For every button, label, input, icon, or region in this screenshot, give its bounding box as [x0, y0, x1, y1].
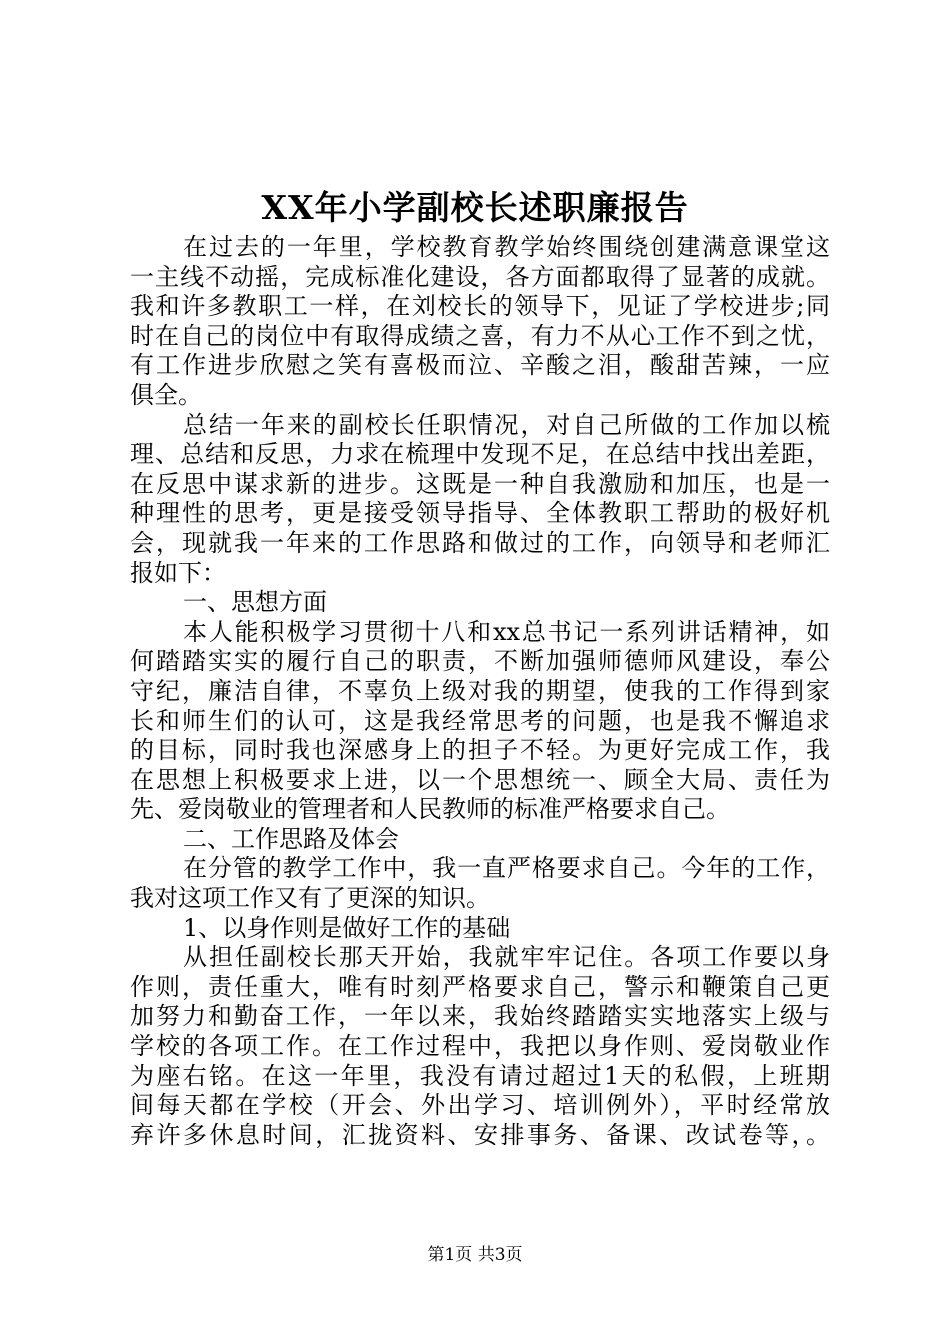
body-line: 会，现就我一年来的工作思路和做过的工作，向领导和老师汇 [130, 528, 830, 557]
body-line: 总结一年来的副校长任职情况，对自己所做的工作加以梳 [183, 410, 830, 439]
body-line: 理、总结和反思，力求在梳理中发现不足，在总结中找出差距， [130, 440, 830, 469]
body-line: 在思想上积极要求上进，以一个思想统一、顾全大局、责任为 [130, 765, 830, 794]
body-line: 在反思中谋求新的进步。这既是一种自我激励和加压，也是一 [130, 469, 830, 498]
body-line: 长和师生们的认可，这是我经常思考的问题，也是我不懈追求 [130, 706, 830, 735]
body-line: 作则，责任重大，唯有时刻严格要求自己，警示和鞭策自己更 [130, 972, 830, 1001]
document-title: XX年小学副校长述职廉报告 [261, 188, 689, 227]
body-line: 报如下： [130, 558, 226, 587]
body-line: 的目标，同时我也深感身上的担子不轻。为更好完成工作，我 [130, 736, 830, 765]
body-line: 何踏踏实实的履行自己的职责，不断加强师德师风建设，奉公 [130, 647, 830, 676]
page-number: 第1页 共3页 [427, 1245, 523, 1265]
subsection-heading: 1、以身作则是做好工作的基础 [183, 913, 511, 942]
body-line: 在过去的一年里，学校教育教学始终围绕创建满意课堂这 [183, 233, 830, 261]
body-line: 有工作进步欣慰之笑有喜极而泣、辛酸之泪，酸甜苦辣，一应 [130, 351, 830, 380]
body-line: 我对这项工作又有了更深的知识。 [130, 884, 490, 913]
body-line: 先、爱岗敬业的管理者和人民教师的标准严格要求自己。 [130, 795, 730, 824]
body-line: 为座右铭。在这一年里，我没有请过超过1天的私假，上班期 [130, 1061, 830, 1090]
body-line: 守纪，廉洁自律，不辜负上级对我的期望，使我的工作得到家 [130, 676, 830, 705]
body-line: 时在自己的岗位中有取得成绩之喜，有力不从心工作不到之忧， [130, 321, 830, 350]
document-body [130, 233, 830, 1150]
body-line: 从担任副校长那天开始，我就牢牢记住。各项工作要以身 [183, 943, 830, 972]
body-line: 加努力和勤奋工作，一年以来，我始终踏踏实实地落实上级与 [130, 1002, 830, 1031]
body-line: 在分管的教学工作中，我一直严格要求自己。今年的工作， [183, 854, 830, 883]
body-line: 弃许多休息时间，汇拢资料、安排事务、备课、改试卷等，。 [130, 1120, 830, 1149]
body-line: 俱全。 [130, 380, 202, 409]
body-line: 一主线不动摇，完成标准化建设，各方面都取得了显著的成就。 [130, 262, 830, 291]
section-heading: 二、工作思路及体会 [183, 824, 399, 853]
body-line: 种理性的思考，更是接受领导指导、全体教职工帮助的极好机 [130, 499, 830, 528]
body-line: 学校的各项工作。在工作过程中，我把以身作则、爱岗敬业作 [130, 1032, 830, 1061]
body-line: 我和许多教职工一样，在刘校长的领导下，见证了学校进步;同 [130, 292, 830, 321]
body-line: 间每天都在学校（开会、外出学习、培训例外），平时经常放 [130, 1091, 830, 1120]
body-line: 本人能积极学习贯彻十八和xx总书记一系列讲话精神，如 [183, 617, 830, 646]
section-heading: 一、思想方面 [183, 588, 327, 617]
